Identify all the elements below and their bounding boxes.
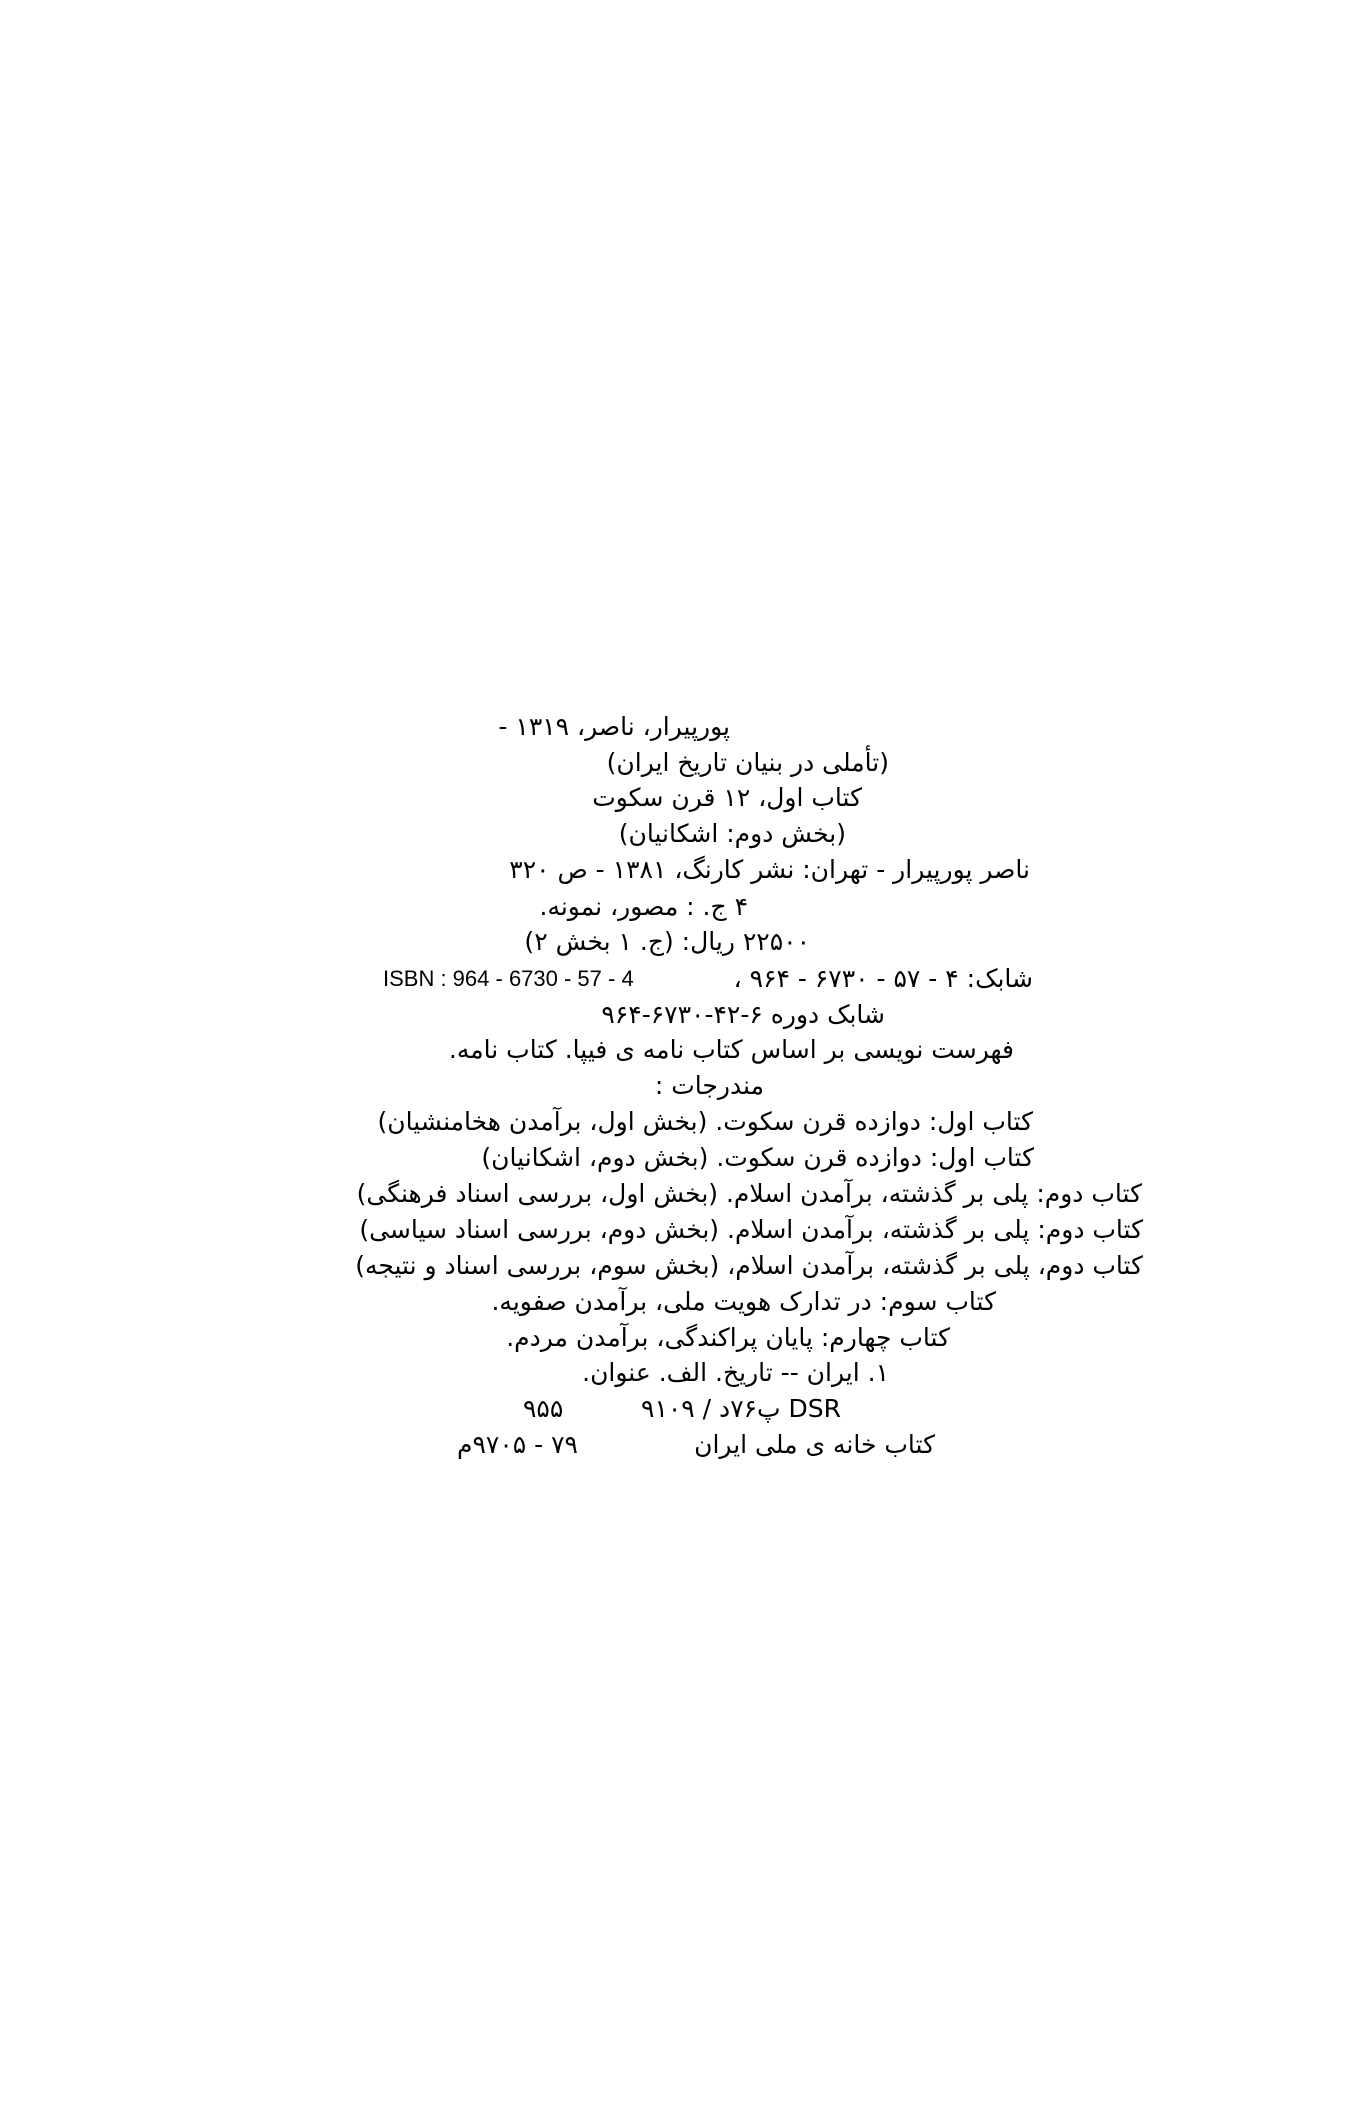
library-name: کتاب خانه ی ملی ایران (694, 1430, 935, 1459)
price-line: ۲۲۵۰۰ ریال: (ج. ۱ بخش ۲) (524, 927, 810, 956)
contents-item: کتاب اول: دوازده قرن سکوت. (بخش اول، برآمدن هخامنشیان) (377, 1107, 1033, 1136)
contents-item: کتاب سوم: در تدارک هویت ملی، برآمدن صفویه. (491, 1287, 996, 1316)
contents-item: کتاب دوم: پلی بر گذشته، برآمدن اسلام. (بخش اول، بررسی اسناد فرهنگی) (356, 1179, 1142, 1208)
contents-item: کتاب چهارم: پایان پراکندگی، برآمدن مردم. (506, 1323, 950, 1352)
part-title: (بخش دوم: اشکانیان) (618, 819, 846, 848)
contents-item: کتاب اول: دوازده قرن سکوت. (بخش دوم، اشکانیان) (481, 1143, 1034, 1172)
contents-item: کتاب دوم، پلی بر گذشته، برآمدن اسلام، (بخش سوم، بررسی اسناد و نتیجه) (355, 1251, 1143, 1280)
physical-description: ۴ ج. : مصور، نمونه. (539, 892, 748, 921)
isbn-persian: شابک: ۴ - ۵۷ - ۶۷۳۰ - ۹۶۴ ، (733, 964, 1033, 993)
library-number: ۷۹ - ۹۷۰۵م (457, 1430, 578, 1459)
classification-dewey: ۹۵۵ (523, 1394, 564, 1423)
contents-label: مندرجات : (654, 1071, 764, 1100)
subject-line: ۱. ایران -- تاریخ. الف. عنوان. (582, 1358, 889, 1387)
book-title: کتاب اول، ۱۲ قرن سکوت (592, 783, 862, 812)
classification-call-number: ۹پ۷۶د / ۱۰۹ DSR (641, 1394, 842, 1423)
author-heading: پورپیرار، ناصر، ۱۳۱۹ - (498, 712, 730, 741)
publication-line: ناصر پورپیرار - تهران: نشر کارنگ، ۱۳۸۱ - ص ۳۲۰ (509, 855, 1030, 884)
fipa-note: فهرست نویسی بر اساس کتاب نامه ی فیپا. کتاب نامه. (448, 1035, 1014, 1064)
set-isbn: شابک دوره ۶-۴۲-۶۷۳۰-۹۶۴ (601, 1000, 885, 1029)
series-title: (تأملی در بنیان تاریخ ایران) (606, 748, 889, 777)
isbn-latin: ISBN : 964 - 6730 - 57 - 4 (383, 966, 634, 991)
contents-item: کتاب دوم: پلی بر گذشته، برآمدن اسلام. (بخش دوم، بررسی اسناد سیاسی) (359, 1215, 1143, 1244)
